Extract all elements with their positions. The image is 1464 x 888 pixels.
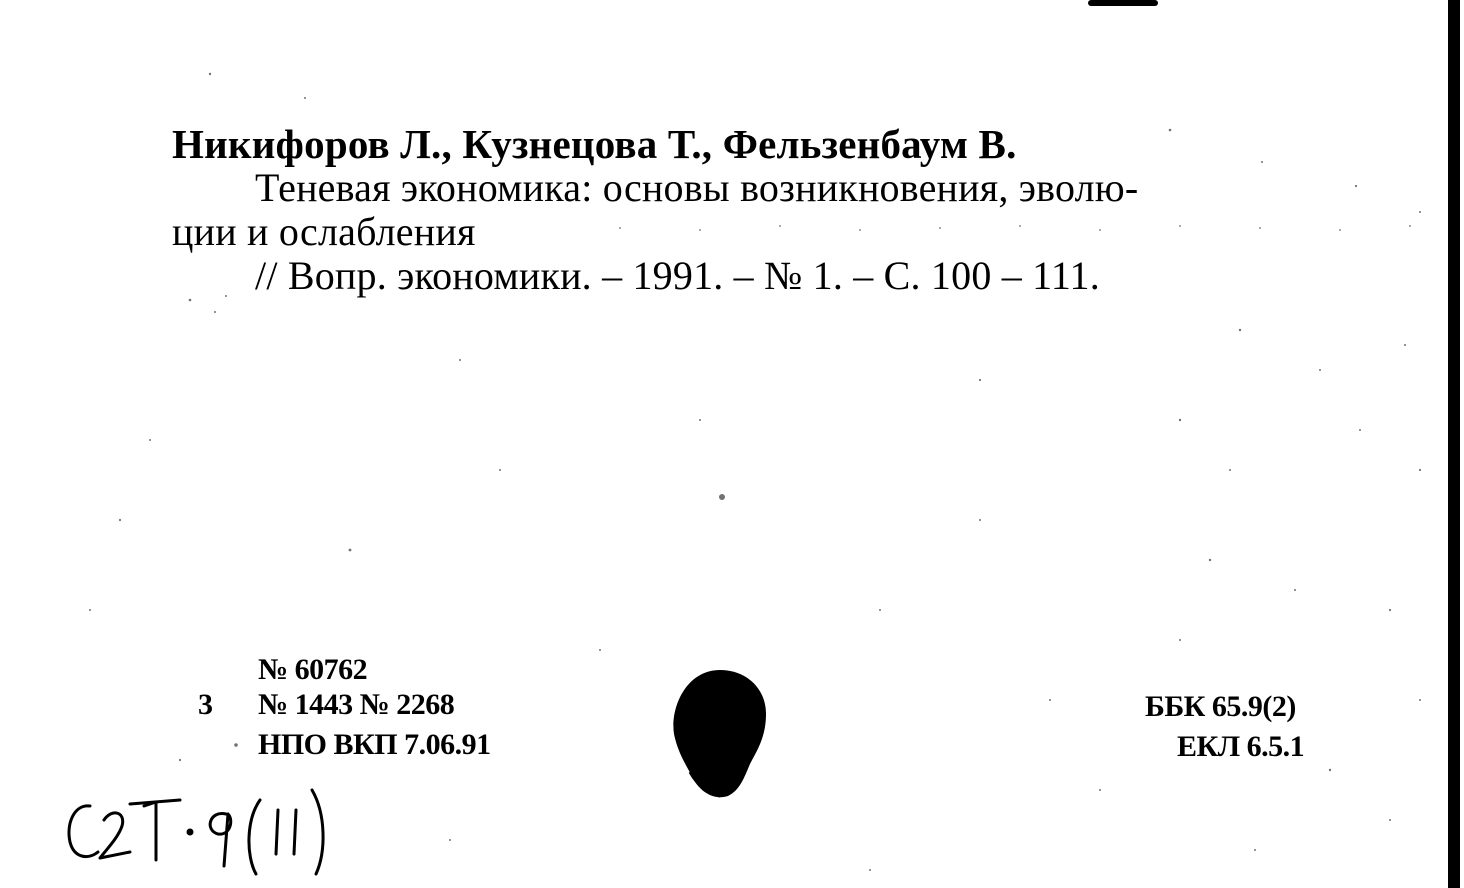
punch-hole — [672, 668, 768, 800]
handwritten-code — [60, 770, 360, 880]
registration-number: № 60762 — [258, 653, 368, 686]
card-source: // Вопр. экономики. – 1991. – № 1. – С. 100 – 111. — [255, 253, 1100, 298]
bbk-classification: ББК 65.9(2) — [1145, 690, 1296, 723]
registration-numbers: № 1443 № 2268 — [258, 688, 455, 721]
copy-count: 3 — [198, 688, 213, 721]
card-title-line-2: ции и ослабления — [172, 209, 476, 254]
organization-date: НПО ВКП 7.06.91 — [258, 728, 491, 761]
card-title-line-1: Теневая экономика: основы возникновения, эволю- — [255, 165, 1139, 210]
scan-mark — [1088, 0, 1158, 6]
card-edge — [1448, 0, 1460, 888]
ekl-classification: ЕКЛ 6.5.1 — [1177, 730, 1305, 763]
card-authors: Никифоров Л., Кузнецова Т., Фельзенбаум В. — [172, 121, 1017, 167]
